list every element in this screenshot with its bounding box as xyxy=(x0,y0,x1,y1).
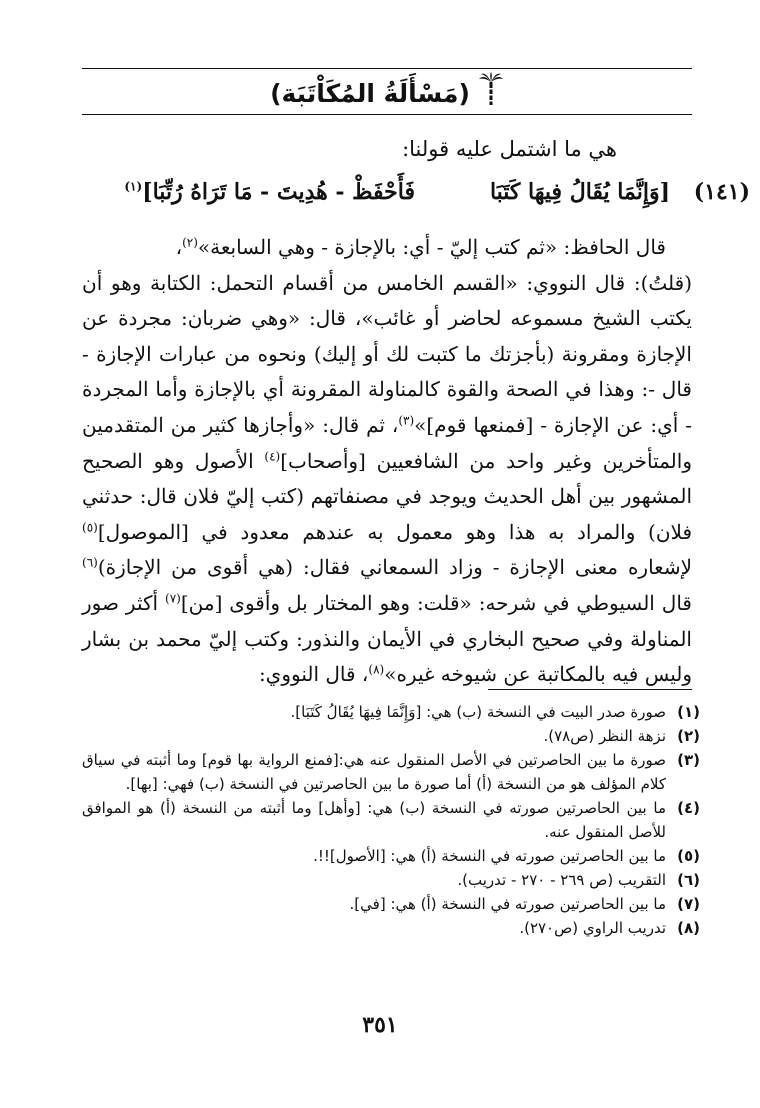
footnote xyxy=(82,916,700,940)
footnote-ref: (٨) xyxy=(368,662,385,677)
footnote-text: صورة صدر البيت في النسخة (ب) هي: [وَإِنَّمَا فِيهَا يُقَالُ كَتَبَا]. xyxy=(290,703,666,721)
paragraph-text: ، قال النووي: xyxy=(258,662,369,687)
footnote-ref: (٤) xyxy=(264,448,281,463)
verse-first-hemistich: [وَإِنَّمَا يُقَالُ فِيهَا كَتَبَا xyxy=(489,179,670,205)
footnotes xyxy=(82,700,700,940)
footnote-number: (٣) xyxy=(677,751,700,769)
verse-second-hemistich: فَأَحْفَظْ - هُدِيتَ - مَا تَرَاهُ رُتِّبَا] xyxy=(142,179,415,205)
paragraph-text: لإشعاره معنى الإجازة - وزاد السمعاني فقال: (هي أقوى من الإجازة) xyxy=(97,555,692,580)
footnote-number: (٦) xyxy=(677,871,700,889)
footnote-number: (٨) xyxy=(677,919,700,937)
paragraph-text: ، ثم قال: «وأجازها كثير من المتقدمين والمتأخرين وغير واحد من الشافعيين [وأصحاب] xyxy=(82,412,692,473)
paragraph-text: أكثر صور المناولة وفي صحيح البخاري في الأيمان والنذور: وكتب إليّ محمد بن بشار وليس فيه بالمكاتبة عن شيوخه غيره» xyxy=(82,590,692,687)
footnote-ref: (٦) xyxy=(82,555,98,570)
footnote-rule xyxy=(488,689,692,690)
footnote xyxy=(82,700,700,724)
verse-number: (١٤١) xyxy=(693,179,750,205)
footnote-ref: (٧) xyxy=(165,591,181,606)
intro-line: هي ما اشتمل عليه قولنا: xyxy=(402,137,617,161)
paragraph xyxy=(82,230,692,266)
footnote-ref: (١) xyxy=(124,179,143,194)
footnote xyxy=(82,748,700,796)
footnote xyxy=(82,892,700,916)
footnote-text: ما بين الحاصرتين صورته في النسخة (ب) هي: [وأهل] وما أثبته من النسخة (أ) هو الموافق للأصل المنقول عنه. xyxy=(82,799,666,841)
verse-line xyxy=(40,172,750,212)
footnote-number: (٢) xyxy=(677,727,700,745)
footnote-ref: (٣) xyxy=(398,413,415,428)
paragraph-text: (قلتُ): قال النووي: «القسم الخامس من أقسام التحمل: الكتابة وهو أن يكتب الشيخ مسموعه لحاضر أو غائب»، قال: «وهي ضربان: مجردة عن الإجازة ومقرونة (بأجزتك ما كتبت لك أو إليك) ونحوه من عبارات الإجازة - قال -: وهذا في الصحة والقوة كالمناولة المقرونة أي بالإجازة وأما المجردة - أي: عن الإجازة - [فمنعها قوم]» xyxy=(82,270,692,437)
header-rule xyxy=(82,68,692,69)
footnote-text: التقريب (ص ٢٦٩ - ٢٧٠ - تدريب). xyxy=(457,871,666,889)
body-text xyxy=(82,230,692,693)
footnote-number: (٥) xyxy=(677,847,700,865)
footnote xyxy=(82,724,700,748)
footnote xyxy=(82,796,700,844)
footnote xyxy=(82,844,700,868)
paragraph-text: الأصول وهو الصحيح المشهور بين أهل الحديث ويوجد في مصنفاتهم (كتب إليّ فلان قال: حدثني فلان) والمراد به هذا وهو معمول به عندهم معدود في [الموصول] xyxy=(82,448,692,544)
footnote-ref: (٥) xyxy=(82,520,98,535)
paragraph-text: ، xyxy=(175,235,183,259)
footnote-number: (١) xyxy=(677,703,700,721)
footnote-number: (٧) xyxy=(677,895,700,913)
palm-ornament-icon xyxy=(478,72,504,118)
footnote-text: ما بين الحاصرتين صورته في النسخة (أ) هي: [في]. xyxy=(349,895,666,913)
footnote-text: تدريب الراوي (ص٢٧٠). xyxy=(519,919,666,937)
footnote-text: ما بين الحاصرتين صورته في النسخة (أ) هي: [الأصول]!!. xyxy=(313,847,666,865)
section-title: (مَسْأَلَةُ المُكَاْتَبَة) xyxy=(270,79,470,108)
footnote-text: صورة ما بين الحاصرتين في الأصل المنقول عنه هي:[فمنع الرواية بها قوم] وما أثبته في سياق كلام المؤلف هو من النسخة (أ) أما صورة ما بين الحاصرتين في النسخة (ب) فهي: [بها]. xyxy=(82,751,666,793)
page-number: ٣٥١ xyxy=(362,1012,398,1038)
footnote-text: نزهة النظر (ص٧٨). xyxy=(543,727,666,745)
footnote xyxy=(82,868,700,892)
footnote-number: (٤) xyxy=(677,799,700,817)
title-rule xyxy=(82,114,692,115)
verse-second-hemistich-group xyxy=(124,172,415,212)
section-heading xyxy=(82,72,692,112)
paragraph-text: قال السيوطي في شرحه: «قلت: وهو المختار بل وأقوى [من] xyxy=(180,590,692,615)
paragraph-text: قال الحافظ: «ثم كتب إليّ - أي: بالإجازة - وهي السابعة» xyxy=(197,235,666,259)
paragraph xyxy=(82,266,692,693)
footnote-ref: (٢) xyxy=(182,235,198,250)
